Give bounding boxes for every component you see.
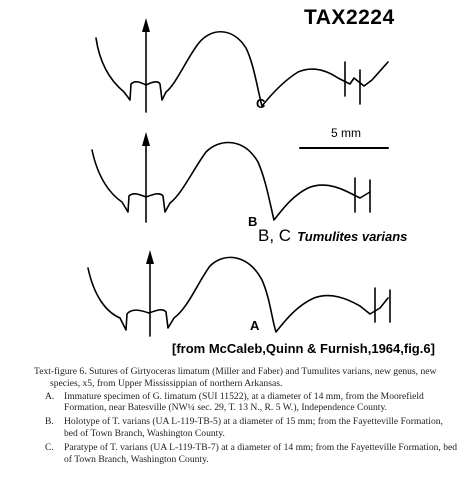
suture-line-c bbox=[96, 18, 388, 112]
species-label-prefix: B, C bbox=[258, 226, 292, 245]
figure-caption bbox=[34, 366, 458, 467]
caption-item-key: C. bbox=[45, 441, 54, 453]
caption-item-key: B. bbox=[45, 416, 54, 428]
caption-item-b bbox=[34, 416, 458, 440]
suture-label-b: B bbox=[248, 214, 258, 229]
caption-item-text: Paratype of T. varians (UA L-119-TB-7) at a diameter of 14 mm; from the Fayetteville Formation, bed of Town Branch, Washington County. bbox=[64, 441, 458, 465]
suture-label-c: C bbox=[256, 96, 266, 111]
suture-line-b bbox=[92, 132, 370, 222]
suture-line-a bbox=[88, 250, 390, 336]
source-citation: [from McCaleb,Quinn & Furnish,1964,fig.6] bbox=[172, 341, 435, 356]
caption-intro: Text-figure 6. Sutures of Girtyoceras limatum (Miller and Faber) and Tumulites varians, new genus, new species, x5, from Upper Mississippian of northern Arkansas. bbox=[34, 366, 437, 389]
caption-item-c bbox=[34, 442, 458, 466]
scale-bar-label: 5 mm bbox=[331, 126, 361, 140]
caption-item-text: Immature specimen of G. limatum (SUI 11522), at a diameter of 14 mm, from the Moorefield Formation, near Batesville (NW¼ sec. 29, T. 13 N., R. 5 W.), Independence County. bbox=[64, 390, 424, 414]
caption-item-text: Holotype of T. varians (UA L-119-TB-5) at a diameter of 15 mm; from the Fayetteville Formation, bed of Town Branch, Washington County. bbox=[64, 416, 443, 439]
caption-item-key: A. bbox=[45, 390, 55, 402]
species-label-name: Tumulites varians bbox=[297, 229, 408, 244]
figure-tag: TAX2224 bbox=[304, 6, 395, 29]
species-label bbox=[258, 226, 407, 246]
suture-label-a: A bbox=[250, 318, 260, 333]
caption-item-a bbox=[34, 391, 458, 415]
